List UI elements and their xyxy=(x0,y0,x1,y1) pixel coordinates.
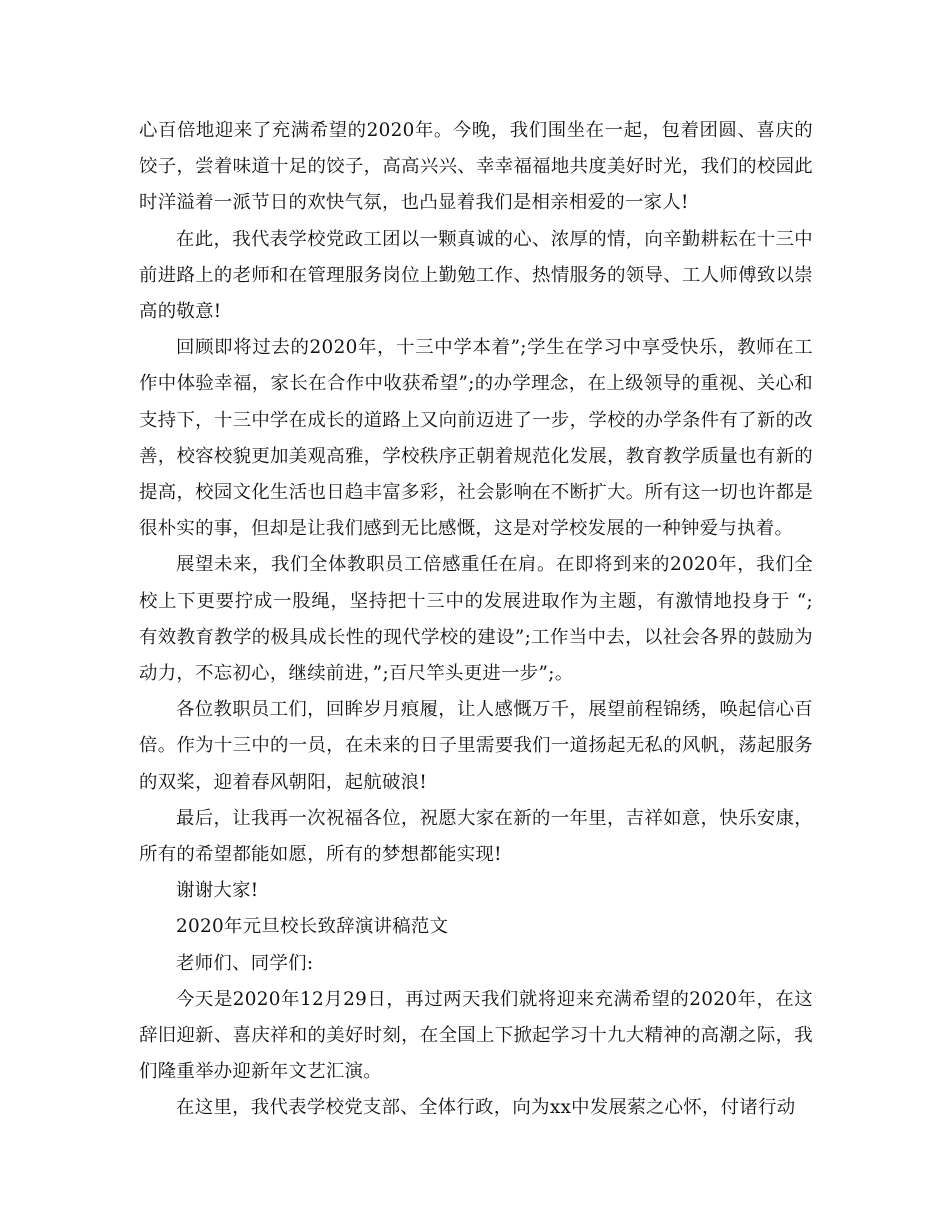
paragraph-8: 在这里，我代表学校党支部、全体行政，向为xx中发展萦之心怀，付诸行动 xyxy=(176,1097,796,1119)
paragraph-7: 今天是2020年12月29日，再过两天我们就将迎来充满希望的2020年，在这辞旧迎新、喜庆祥和的美好时刻，在全国上下掀起学习十九大精神的高潮之际，我们隆重举办迎新年文艺汇演。 xyxy=(139,988,813,1083)
paragraph-3: 回顾即将过去的2020年，十三中学本着”;学生在学习中享受快乐，教师在工作中体验幸福，家长在合作中收获希望”;的办学理念，在上级领导的重视、关心和支持下，十三中学在成长的道路上又向前迈进了一步，学校的办学条件有了新的改善，校容校貌更加美观高雅，学校秩序正朝着规范化发展，教育教学质量也有新的提高，校园文化生活也日趋丰富多彩，社会影响在不断扩大。所有这一切也许都是很朴实的事，但却是让我们感到无比感慨，这是对学校发展的一种钟爱与执着。 xyxy=(139,337,813,540)
paragraph-5: 各位教职员工们，回眸岁月痕履，让人感慨万千，展望前程锦绣，唤起信心百倍。作为十三中的一员，在未来的日子里需要我们一道扬起无私的风帆，荡起服务的双桨，迎着春风朝阳，起航破浪! xyxy=(139,699,813,793)
salutation: 老师们、同学们: xyxy=(176,952,314,974)
paragraph-6: 最后，让我再一次祝福各位，祝愿大家在新的一年里，吉祥如意，快乐安康，所有的希望都能如愿，所有的梦想都能实现! xyxy=(139,807,813,866)
paragraph-2: 在此，我代表学校党政工团以一颗真诚的心、浓厚的情，向辛勤耕耘在十三中前进路上的老师和在管理服务岗位上勤勉工作、热情服务的领导、工人师傅致以崇高的敬意! xyxy=(139,228,813,323)
document-body xyxy=(139,113,813,1127)
closing-thanks: 谢谢大家! xyxy=(176,880,259,902)
paragraph-4: 展望未来，我们全体教职员工倍感重任在肩。在即将到来的2020年，我们全校上下更要拧成一股绳，坚持把十三中的发展进取作为主题，有激情地投身于 “;有效教育教学的极具成长性的现代学校的建设”;工作当中去，以社会各界的鼓励为动力，不忘初心，继续前进，”;百尺竿头更进一步”;。 xyxy=(139,554,813,685)
section-title: 2020年元旦校长致辞演讲稿范文 xyxy=(176,916,449,938)
paragraph-1: 心百倍地迎来了充满希望的2020年。今晚，我们围坐在一起，包着团圆、喜庆的饺子，尝着味道十足的饺子，高高兴兴、幸幸福福地共度美好时光，我们的校园此时洋溢着一派节日的欢快气氛，也凸显着我们是相亲相爱的一家人! xyxy=(139,120,813,214)
